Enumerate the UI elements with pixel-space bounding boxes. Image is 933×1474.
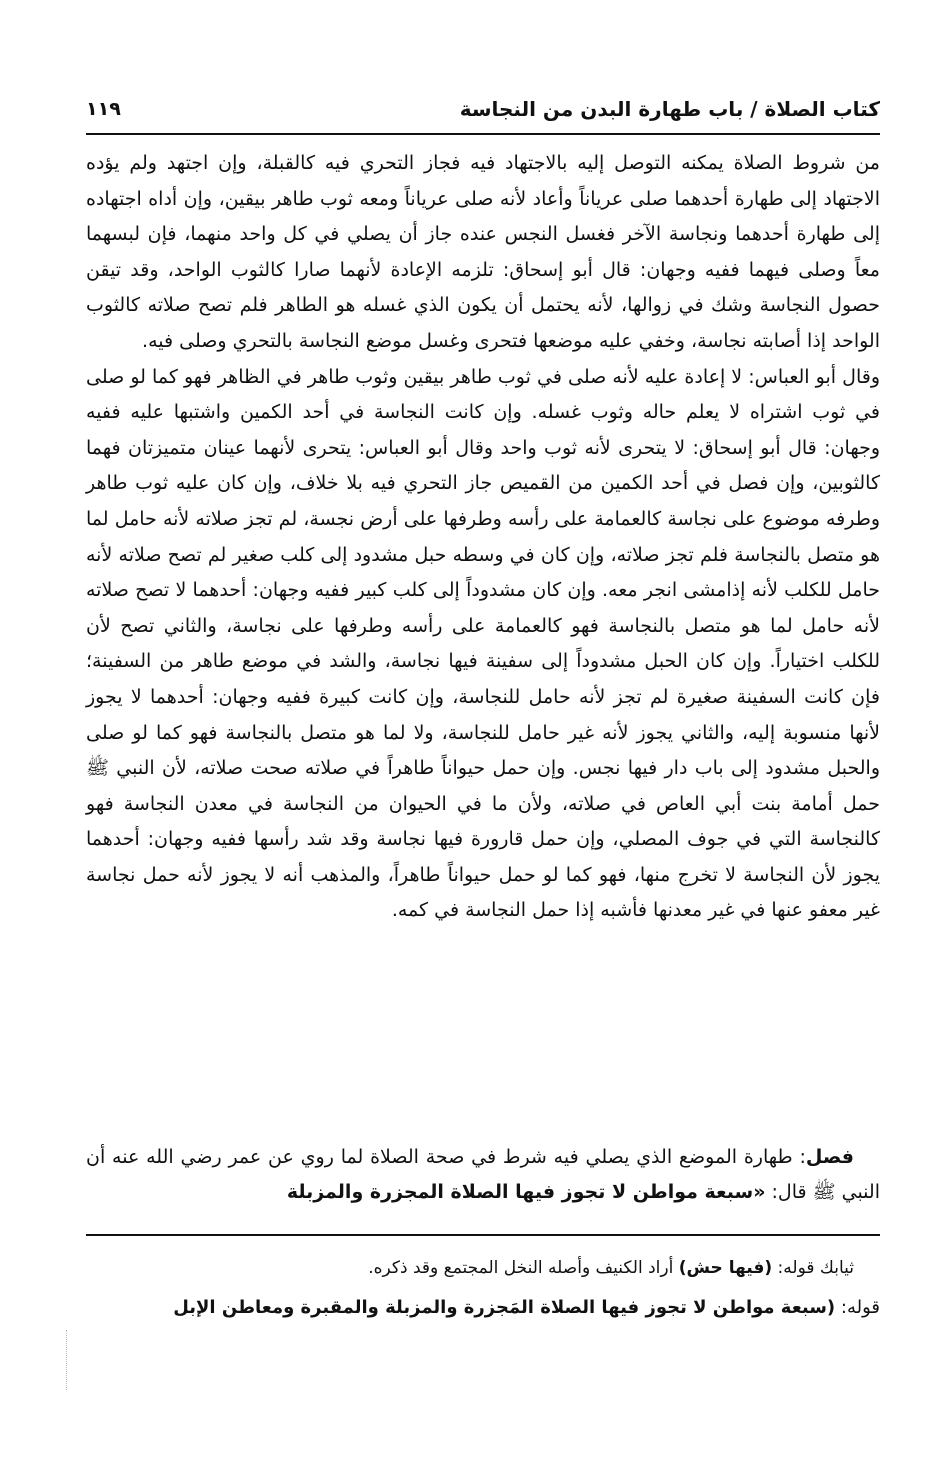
footnote-2-term: (سبعة مواطن لا تجوز فيها الصلاة المَجزرة والمزبلة والمقبرة ومعاطن الإبل (173, 1297, 836, 1318)
page-number: ١١٩ (86, 98, 121, 120)
footnotes (86, 1248, 880, 1328)
footnote-2 (86, 1288, 880, 1328)
section-paragraph (86, 1140, 880, 1210)
section-body: : طهارة الموضع الذي يصلي فيه شرط في صحة الصلاة لما روي عن عمر رضي الله عنه أن النبي ﷺ قال: (86, 1146, 880, 1203)
footnote-1-term: (فيها حش) (678, 1258, 773, 1278)
main-text (86, 146, 880, 929)
section-text (86, 1140, 880, 1210)
footnote-1-text: أراد الكنيف وأصله النخل المجتمع وقد ذكره. (368, 1258, 679, 1278)
running-header (86, 92, 880, 126)
hadith-quote: «سبعة مواطن لا تجوز فيها الصلاة المجزرة والمزبلة (286, 1181, 766, 1203)
scan-edge-mark (66, 1330, 68, 1390)
footnote-divider (86, 1234, 880, 1236)
paragraph: وقال أبو العباس: لا إعادة عليه لأنه صلى في ثوب طاهر بيقين وثوب طاهر في الظاهر فهو كما لو صلى في ثوب اشتراه لا يعلم حاله وثوب غسله. وإن كانت النجاسة في أحد الكمين واشتبها عليه ففيه وجهان: قال أبو إسحاق: لا يتحرى لأنه ثوب واحد وقال أبو العباس: يتحرى لأنهما عينان متميزتان فهما كالثوبين، وإن فصل في أحد الكمين من القميص جاز التحري فيه بلا خلاف، وإن كان عليه ثوب طاهر وطرفه موضوع على نجاسة كالعمامة على رأسه وطرفها على أرض نجسة، لم تجز صلاته لأنه حامل لما هو متصل بالنجاسة فلم تجز صلاته، وإن كان في وسطه حبل مشدود إلى كلب صغير لم تصح صلاته لأنه حامل للكلب لأنه إذامشى انجر معه. وإن كان مشدوداً إلى كلب كبير ففيه وجهان: أحدهما لا تصح صلاته لأنه حامل لما هو متصل بالنجاسة فهو كالعمامة على رأسه وطرفها على نجاسة، والثاني تصح لأن للكلب اختياراً. وإن كان الحبل مشدوداً إلى سفينة فيها نجاسة، والشد في موضع طاهر من السفينة؛ فإن كانت السفينة صغيرة لم تجز لأنه حامل للنجاسة، وإن كانت كبيرة ففيه وجهان: أحدهما لا يجوز لأنها منسوبة إليه، والثاني يجوز لأنه غير حامل للنجاسة، ولا لما هو متصل بالنجاسة فهو كما لو صلى والحبل مشدود إلى باب دار فيها نجس. وإن حمل حيواناً طاهراً في صلاته صحت صلاته، لأن النبي ﷺ حمل أمامة بنت أبي العاص في صلاته، ولأن ما في الحيوان من النجاسة في معدن النجاسة فهو كالنجاسة التي في جوف المصلي، وإن حمل قارورة فيها نجاسة وقد شد رأسها ففيه وجهان: أحدهما يجوز لأن النجاسة لا تخرج منها، فهو كما لو حمل حيواناً طاهراً، والمذهب أنه لا يجوز لأنه حمل نجاسة غير معفو عنها في غير معدنها فأشبه إذا حمل النجاسة في كمه. (86, 365, 880, 922)
footnote-2-prefix: قوله: (835, 1297, 880, 1318)
header-divider (86, 133, 880, 135)
footnote-1-prefix: ثيابك قوله: (772, 1258, 854, 1278)
paragraph: من شروط الصلاة يمكنه التوصل إليه بالاجتهاد فيه فجاز التحري فيه كالقبلة، وإن اجتهد ولم يؤده الاجتهاد إلى طهارة أحدهما صلى عرياناً وأعاد لأنه صلى عرياناً ومعه ثوب طاهر بيقين، وإن أداه اجتهاده إلى طهارة أحدهما ونجاسة الآخر فغسل النجس عنده جاز أن يصلي في كل واحد منهما، فإن لبسهما معاً وصلى فيهما ففيه وجهان: قال أبو إسحاق: تلزمه الإعادة لأنهما صارا كالثوب الواحد، وقد تيقن حصول النجاسة وشك في زوالها، لأنه يحتمل أن يكون الذي غسله هو الطاهر فلم تصح صلاته كالثوب الواحد إذا أصابته نجاسة، وخفي عليه موضعها فتحرى وغسل موضع النجاسة بالتحري وصلى فيه. (86, 152, 880, 352)
footnote-1 (86, 1248, 880, 1288)
section-label: فصل (805, 1146, 854, 1168)
chapter-title: كتاب الصلاة / باب طهارة البدن من النجاسة (459, 97, 880, 121)
